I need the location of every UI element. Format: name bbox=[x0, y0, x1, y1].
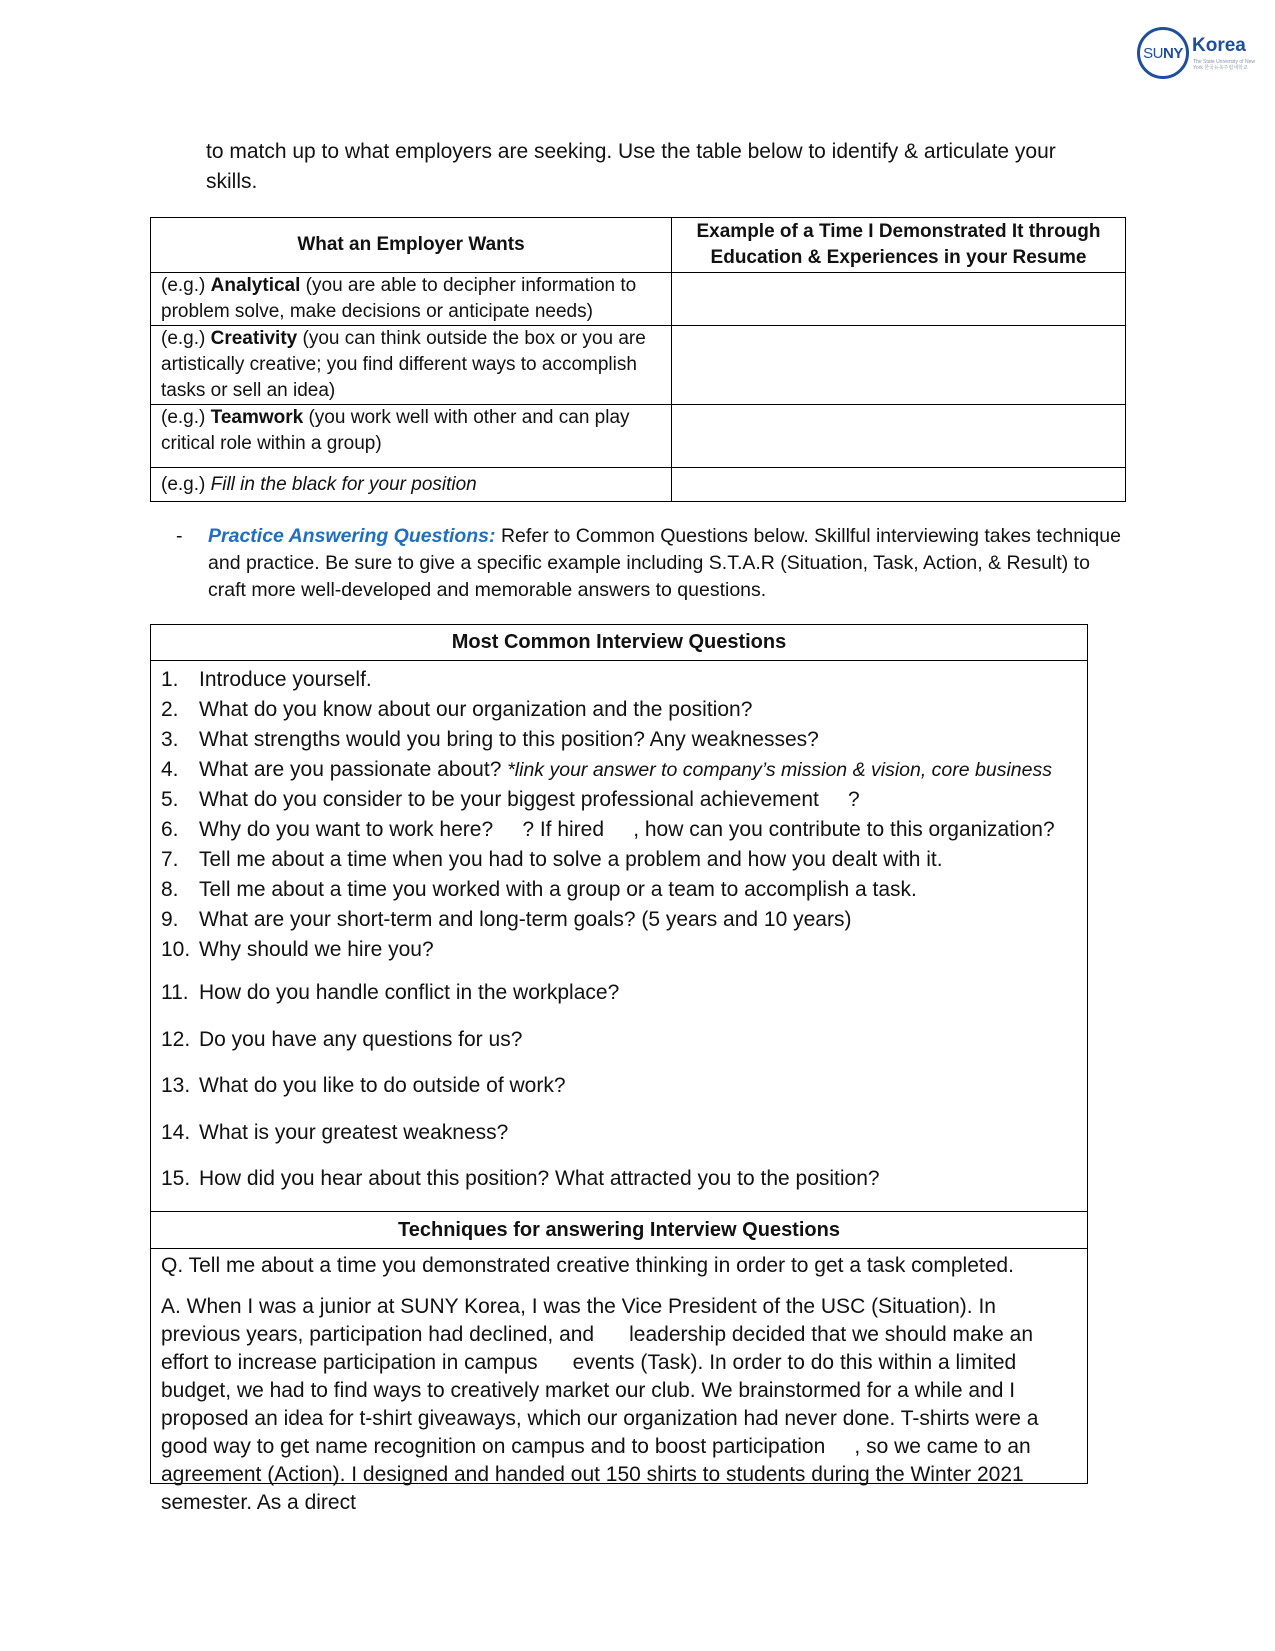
item-number: 14. bbox=[161, 1120, 191, 1144]
item-number: 9. bbox=[161, 908, 179, 931]
list-item bbox=[161, 785, 1077, 815]
sample-question: Q. Tell me about a time you demonstrated creative thinking in order to get a task completed. bbox=[161, 1254, 1014, 1277]
logo-mark-text: SU bbox=[1143, 44, 1163, 62]
list-item bbox=[161, 755, 1077, 785]
skill-cell bbox=[151, 468, 672, 502]
questions-title: Most Common Interview Questions bbox=[151, 625, 1087, 661]
item-text: Tell me about a time when you had to solve a problem and how you dealt with it. bbox=[199, 848, 943, 871]
eg-prefix: (e.g.) bbox=[161, 473, 211, 495]
intro-paragraph: to match up to what employers are seeking. Use the table below to identify & articulate your skills. bbox=[206, 140, 1056, 193]
item-text: Why should we hire you? bbox=[199, 938, 434, 961]
example-cell[interactable] bbox=[672, 468, 1126, 502]
list-item bbox=[161, 875, 1077, 905]
skill-description: (you are able to decipher information to problem solve, make decisions or anticipate needs) bbox=[161, 275, 637, 322]
item-number: 12. bbox=[161, 1027, 191, 1051]
logo-subtitle: The State University of New York 한국뉴욕주립대학교 bbox=[1193, 59, 1255, 71]
item-number: 10. bbox=[161, 938, 191, 961]
item-text: Do you have any questions for us? bbox=[199, 1027, 523, 1051]
item-number: 4. bbox=[161, 758, 179, 781]
list-item bbox=[161, 974, 1077, 1021]
table-row bbox=[151, 468, 1126, 502]
item-text: What do you know about our organization and the position? bbox=[199, 698, 753, 721]
item-text: How did you hear about this position? What attracted you to the position? bbox=[199, 1167, 880, 1190]
item-number: 3. bbox=[161, 728, 179, 751]
header-example: Example of a Time I Demonstrated It through Education & Experiences in your Resume bbox=[672, 218, 1126, 273]
techniques-title: Techniques for answering Interview Questions bbox=[151, 1211, 1087, 1249]
item-number: 15. bbox=[161, 1167, 191, 1190]
item-text: What are your short-term and long-term goals? (5 years and 10 years) bbox=[199, 908, 852, 931]
skills-table bbox=[150, 217, 1126, 502]
item-number: 6. bbox=[161, 818, 179, 841]
item-number: 5. bbox=[161, 788, 179, 811]
skill-placeholder: Fill in the black for your position bbox=[210, 473, 477, 495]
questions-list bbox=[151, 661, 1087, 1207]
skill-name: Teamwork bbox=[210, 407, 304, 428]
example-cell[interactable] bbox=[672, 273, 1126, 326]
item-text: What do you like to do outside of work? bbox=[199, 1074, 566, 1097]
list-item bbox=[161, 1021, 1077, 1068]
list-item bbox=[161, 1067, 1077, 1114]
item-text bbox=[199, 755, 1052, 785]
skill-cell bbox=[151, 273, 672, 326]
skill-name: Creativity bbox=[210, 328, 298, 349]
logo-wordmark: Korea bbox=[1192, 35, 1246, 56]
item-number: 8. bbox=[161, 878, 179, 901]
item-number: 13. bbox=[161, 1074, 191, 1097]
list-item bbox=[161, 725, 1077, 755]
list-item bbox=[161, 665, 1077, 695]
item-text-main: What are you passionate about? bbox=[199, 758, 508, 781]
skill-description: (you work well with other and can play critical role within a group) bbox=[161, 407, 630, 454]
item-text: Introduce yourself. bbox=[199, 668, 372, 691]
table-row bbox=[151, 273, 1126, 326]
example-cell[interactable] bbox=[672, 405, 1126, 468]
practice-bullet bbox=[176, 523, 1126, 604]
item-note: *link your answer to company’s mission & vision, core business bbox=[507, 759, 1052, 781]
list-item bbox=[161, 905, 1077, 935]
item-text: What is your greatest weakness? bbox=[199, 1120, 509, 1144]
sample-answer: A. When I was a junior at SUNY Korea, I was the Vice President of the USC (Situation). In previous years, participation had declined, and leadership decided that we should make an effort to increase participation in campus events (Task). In order to do this within a limited budget, we had to find ways to creatively market our club. We brainstormed for a while and I proposed an idea for t-shirt giveaways, which our organization had never done. T-shirts were a good way to get name recognition on campus and to boost participation , so we came to an agreement (Action). I designed and handed out 150 shirts to students during the Winter 2021 semester. As a direct bbox=[161, 1295, 1045, 1514]
item-number: 7. bbox=[161, 848, 179, 871]
suny-korea-logo bbox=[1137, 27, 1257, 83]
item-number: 2. bbox=[161, 698, 179, 721]
item-text: Why do you want to work here? ? If hired , how can you contribute to this organization? bbox=[199, 818, 1055, 841]
practice-text bbox=[208, 523, 1126, 604]
item-number: 11. bbox=[161, 981, 189, 1004]
table-row bbox=[151, 326, 1126, 405]
skills-table-header bbox=[151, 218, 1126, 273]
item-number: 1. bbox=[161, 668, 179, 691]
list-item bbox=[161, 695, 1077, 725]
skill-name: Analytical bbox=[210, 275, 301, 296]
skill-cell bbox=[151, 405, 672, 468]
interview-questions-box bbox=[150, 624, 1088, 1514]
practice-lead: Practice Answering Questions: bbox=[208, 525, 496, 547]
skill-description: (you can think outside the box or you are artistically creative; you find different ways to accomplish tasks or sell an idea) bbox=[161, 328, 646, 401]
example-cell[interactable] bbox=[672, 326, 1126, 405]
eg-prefix: (e.g.) bbox=[161, 407, 211, 428]
list-item bbox=[161, 935, 1077, 965]
bullet-dash: - bbox=[176, 525, 183, 547]
item-text: What strengths would you bring to this position? Any weaknesses? bbox=[199, 728, 819, 751]
item-text: Tell me about a time you worked with a group or a team to accomplish a task. bbox=[199, 878, 917, 901]
header-employer-wants: What an Employer Wants bbox=[151, 218, 672, 273]
skill-cell bbox=[151, 326, 672, 405]
list-item bbox=[161, 1114, 1077, 1161]
list-item bbox=[161, 815, 1077, 845]
table-row bbox=[151, 405, 1126, 468]
logo-mark bbox=[1137, 27, 1189, 79]
logo-mark-text-bold: NY bbox=[1163, 44, 1183, 62]
item-text: How do you handle conflict in the workplace? bbox=[199, 981, 620, 1004]
list-item bbox=[161, 1160, 1077, 1207]
eg-prefix: (e.g.) bbox=[161, 275, 211, 296]
practice-body: Refer to Common Questions below. Skillful interviewing takes technique and practice. Be sure to give a specific example including S.T.A.R (Situation, Task, Action, & Result) to craft more well-developed and memorable answers to questions. bbox=[208, 525, 1121, 601]
item-text: What do you consider to be your biggest professional achievement ? bbox=[199, 788, 860, 811]
eg-prefix: (e.g.) bbox=[161, 328, 211, 349]
list-item bbox=[161, 845, 1077, 875]
